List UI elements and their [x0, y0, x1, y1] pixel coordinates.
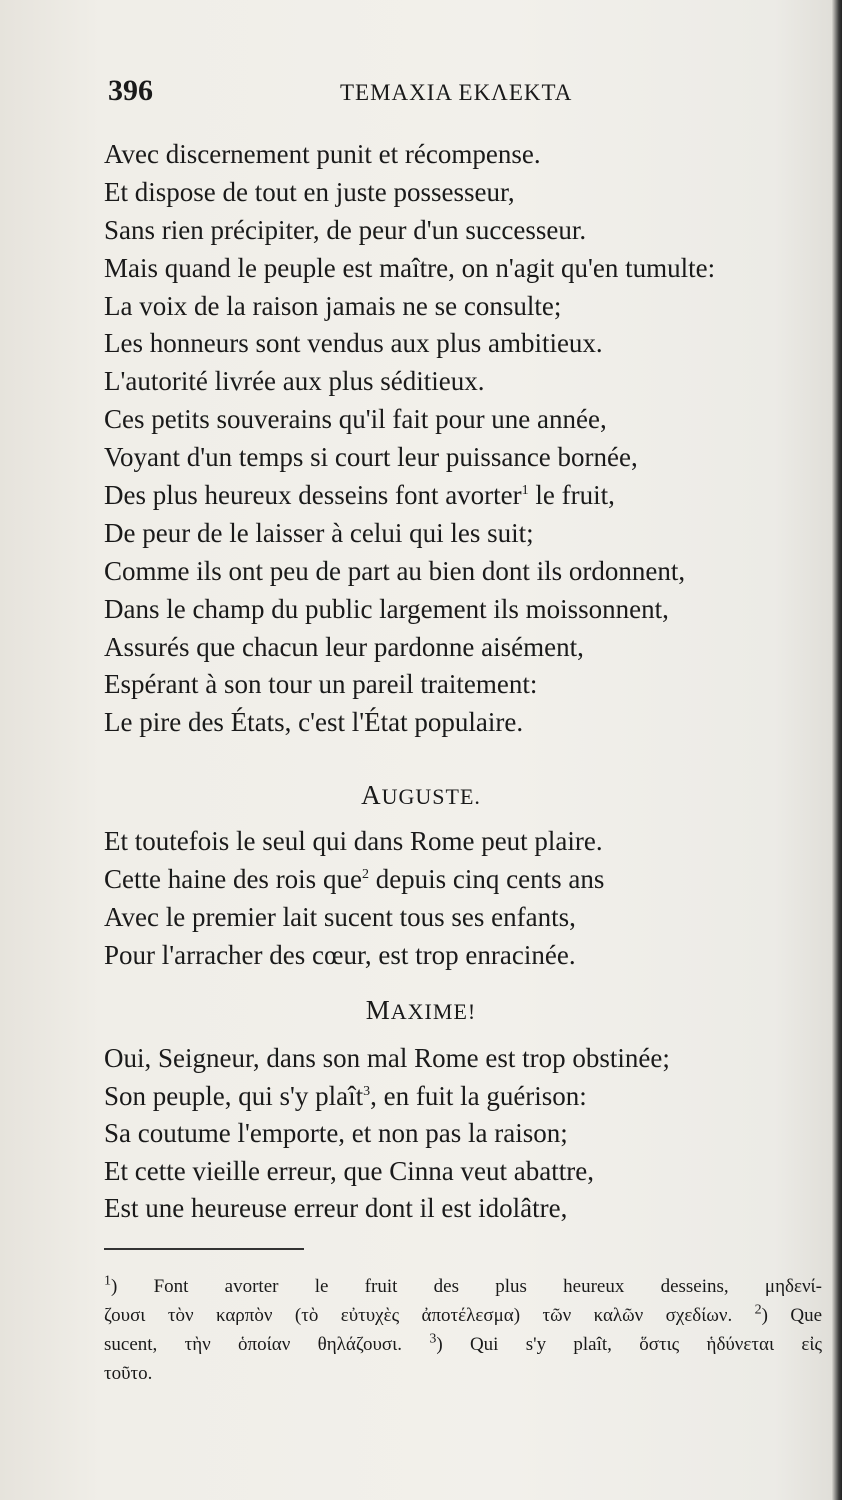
running-title: TEMAXIA EKΛEKTA — [340, 80, 573, 105]
footnote-marker-1: 1 — [104, 1273, 111, 1289]
verse-line: De peur de le laisser à celui qui les suit; — [104, 517, 534, 548]
verse-line: Et dispose de tout en juste possesseur, — [104, 176, 515, 207]
footnote-line: $^1$) Font avorter le fruit des plus heureux desseins, μηδενί- — [104, 1273, 822, 1297]
verse-line: Voyant d'un temps si court leur puissance bornée, — [104, 442, 638, 473]
page-number: 396 — [108, 74, 153, 107]
footnote-line: τοῦτο. — [104, 1363, 153, 1384]
speaker-name-maxime: MAXIME! — [365, 995, 477, 1025]
verse-line: Dans le champ du public largement ils moissonnent, — [104, 593, 669, 624]
verse-line-with-note: Cette haine des rois que$^2$ depuis cinq cents ans — [104, 864, 605, 894]
footnote-divider — [104, 1248, 304, 1250]
verse-line: Et cette vieille erreur, que Cinna veut abattre, — [104, 1155, 594, 1186]
footnotes — [104, 1272, 822, 1388]
verse-line-with-note: Son peuple, qui s'y plaît$^3$, en fuit la guérison: — [104, 1080, 587, 1111]
footnote-line: sucent, τὴν ὁποίαν θηλάζουσι. $^3$) Qui s'y plaît, ὅστις ἡδύνεται εἰς — [104, 1331, 822, 1355]
verse-line: Mais quand le peuple est maître, on n'agit qu'en tumulte: — [104, 252, 716, 283]
verse-line: Est une heureuse erreur dont il est idolâtre, — [104, 1193, 568, 1223]
footnote-ref-1: 1 — [521, 483, 529, 499]
footnote-line: ζουσι τὸν καρπὸν (τὸ εὐτυχὲς ἀποτέλεσμα) τῶν καλῶν σχεδίων. $^2$) Que — [104, 1302, 823, 1326]
footnote-ref-3: 3 — [363, 1083, 371, 1099]
verse-line-with-note — [104, 477, 834, 515]
speaker-name-auguste: AUGUSTE. — [361, 780, 481, 810]
verse-line: Pour l'arracher des cœur, est trop enracinée. — [104, 940, 576, 970]
verse-block-3 — [104, 1040, 834, 1228]
verse-text: Des plus heureux desseins font avorter — [104, 480, 522, 511]
verse-line: Le pire des États, c'est l'État populaire. — [104, 707, 524, 738]
verse-block-1 — [104, 136, 834, 742]
verse-line: Avec le premier lait sucent tous ses enfants, — [104, 902, 576, 932]
footnote-marker-3: 3 — [429, 1331, 437, 1347]
verse-line: La voix de la raison jamais ne se consulte; — [104, 290, 562, 321]
verse-line: Assurés que chacun leur pardonne aisément, — [104, 631, 584, 662]
verse-line: L'autorité livrée aux plus séditieux. — [104, 366, 485, 397]
page-header — [108, 74, 728, 114]
verse-line: Sans rien précipiter, de peur d'un successeur. — [104, 214, 587, 245]
footnote-ref-2: 2 — [361, 867, 369, 882]
verse-block-2 — [104, 822, 834, 974]
verse-line: Sa coutume l'emporte, et non pas la raison; — [104, 1118, 568, 1148]
verse-line: Oui, Seigneur, dans son mal Rome est trop obstinée; — [104, 1043, 670, 1073]
verse-text: le fruit, — [528, 480, 615, 511]
verse-line: Les honneurs sont vendus aux plus ambitieux. — [104, 328, 603, 359]
footnote-marker-2: 2 — [754, 1302, 762, 1318]
verse-line: Comme ils ont peu de part au bien dont ils ordonnent, — [104, 555, 686, 586]
verse-line: Et toutefois le seul qui dans Rome peut plaire. — [104, 826, 603, 856]
verse-line: Ces petits souverains qu'il fait pour une année, — [104, 404, 607, 435]
verse-line: Avec discernement punit et récompense. — [104, 139, 541, 169]
verse-line: Espérant à son tour un pareil traitement: — [104, 669, 538, 700]
